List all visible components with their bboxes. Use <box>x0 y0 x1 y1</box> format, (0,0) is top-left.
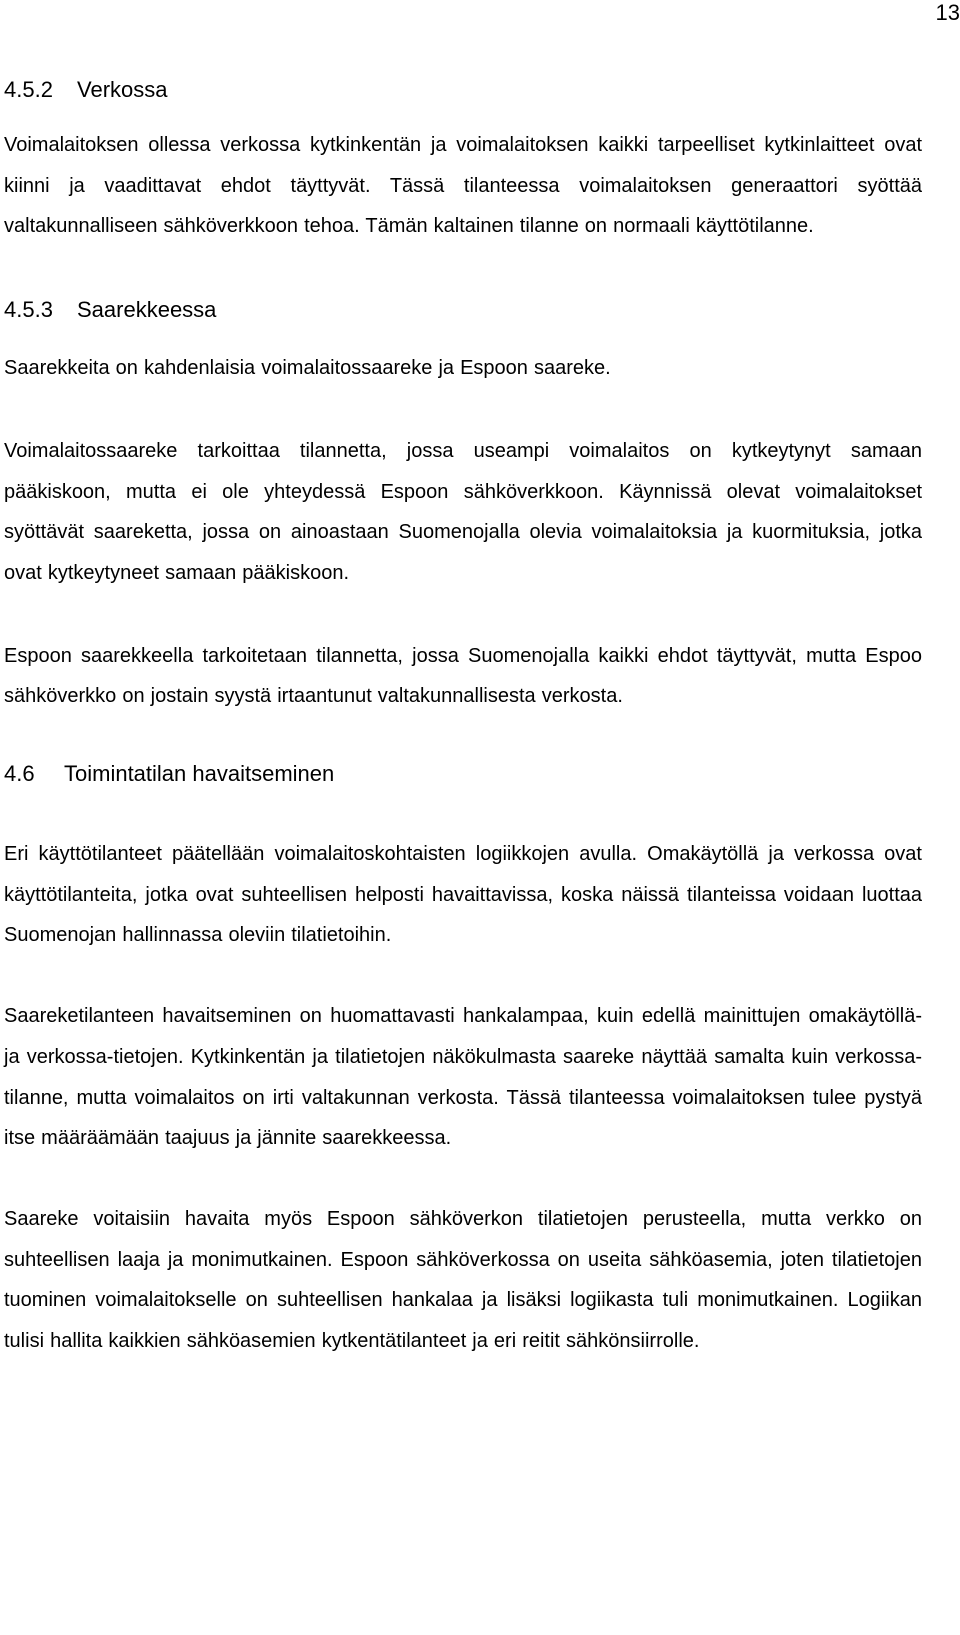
section-title: Toimintatilan havaitseminen <box>64 761 335 787</box>
paragraph: Saarekkeita on kahdenlaisia voimalaitossaareke ja Espoon saareke. <box>4 357 611 380</box>
paragraph: Saareketilanteen havaitseminen on huomattavasti hankalampaa, kuin edellä mainittujen omakäytöllä- ja verkossa-tietojen. Kytkinkentän ja tilatietojen näkökulmasta saareke näyttää samalta kuin verkossa-tilanne, mutta voimalaitos on irti valtakunnan verkosta. Tässä tilanteessa voimalaitoksen tulee pystyä itse määräämään taajuus ja jännite saarekkeessa. <box>4 1005 922 1150</box>
section-number: 4.6 <box>4 761 35 787</box>
section-number: 4.5.3 <box>4 297 53 323</box>
section-title: Saarekkeessa <box>77 297 217 323</box>
paragraph: Saareke voitaisiin havaita myös Espoon sähköverkon tilatietojen perusteella, mutta verkko on suhteellisen laaja ja monimutkainen. Espoon sähköverkossa on useita sähköasemia, joten tilatietojen tuominen voimalaitokselle on suhteellisen hankalaa ja lisäksi logiikasta tuli monimutkainen. Logiikan tulisi hallita kaikkien sähköasemien kytkentätilanteet ja eri reitit sähkönsiirrolle. <box>4 1207 922 1353</box>
document-body <box>4 75 922 1362</box>
section-heading-verkossa <box>4 75 922 105</box>
paragraph: Espoon saarekkeella tarkoitetaan tilannetta, jossa Suomenojalla kaikki ehdot täyttyvät, mutta Espoo sähköverkko on jostain syystä irtaantunut valtakunnallisesta verkosta. <box>4 644 922 708</box>
page-number: 13 <box>935 0 960 25</box>
paragraph: Voimalaitoksen ollessa verkossa kytkinkentän ja voimalaitoksen kaikki tarpeelliset kytkinlaitteet ovat kiinni ja vaadittavat ehdot täyttyvät. Tässä tilanteessa voimalaitoksen generaattori syöttää valtakunnalliseen sähköverkkoon tehoa. Tämän kaltainen tilanne on normaali käyttötilanne. <box>4 134 922 238</box>
section-number: 4.5.2 <box>4 77 53 102</box>
section-heading-toimintatilan-havaitseminen <box>4 759 922 789</box>
paragraph: Voimalaitossaareke tarkoittaa tilannetta, jossa useampi voimalaitos on kytkeytynyt samaan pääkiskoon, mutta ei ole yhteydessä Espoon sähköverkkoon. Käynnissä olevat voimalaitokset syöttävät saareketta, jossa on ainoastaan Suomenojalla olevia voimalaitoksia ja kuormituksia, jotka ovat kytkeytyneet samaan pääkiskoon. <box>4 439 922 584</box>
section-heading-saarekkeessa <box>4 295 922 325</box>
paragraph: Eri käyttötilanteet päätellään voimalaitoskohtaisten logiikkojen avulla. Omakäytöllä ja verkossa ovat käyttötilanteita, jotka ovat suhteellisen helposti havaittavissa, koska näissä tilanteissa voidaan luottaa Suomenojan hallinnassa oleviin tilatietoihin. <box>4 843 922 947</box>
section-title: Verkossa <box>77 77 168 102</box>
